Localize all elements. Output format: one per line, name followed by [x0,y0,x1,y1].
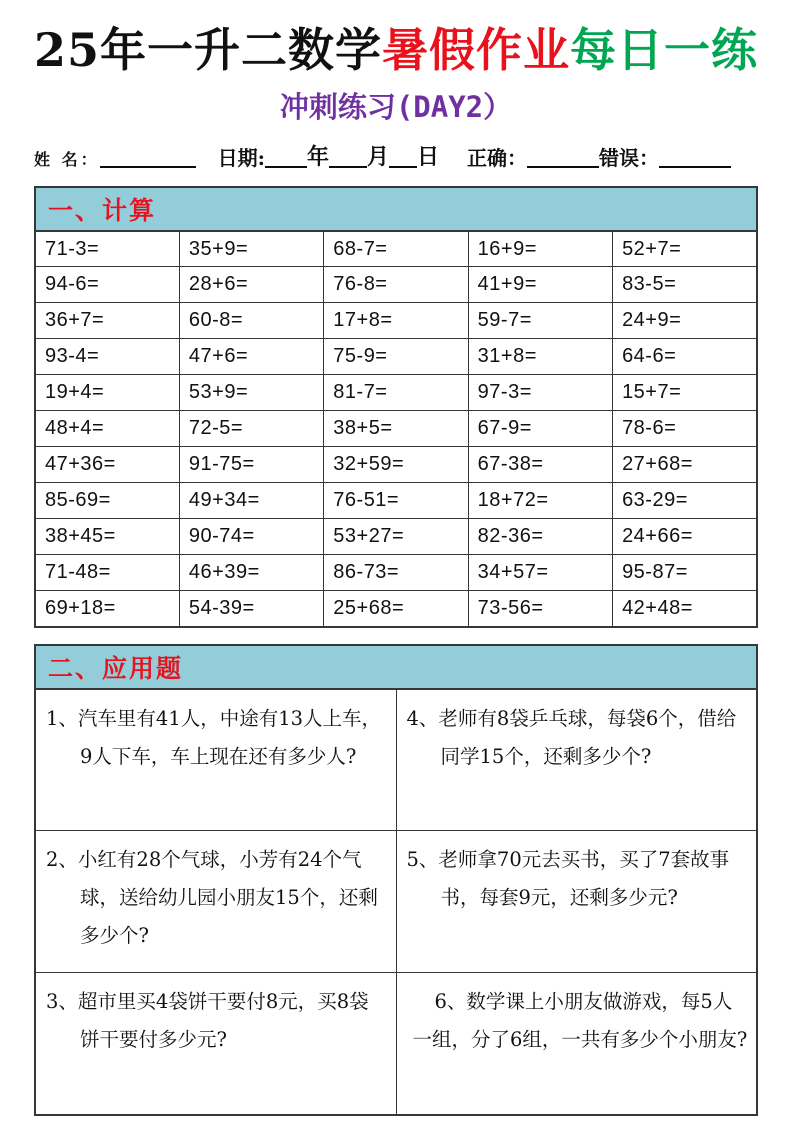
title-part-red: 暑假作业 [382,23,571,77]
calc-cell: 82-36= [468,519,612,555]
wrong-label: 错误： [599,145,660,170]
calc-cell: 67-38= [468,447,612,483]
calc-cell: 63-29= [613,483,757,519]
calc-row [35,303,757,339]
calc-cell: 78-6= [613,411,757,447]
calc-cell: 24+9= [613,303,757,339]
calc-row [35,591,757,627]
calc-cell: 28+6= [179,267,323,303]
calc-cell: 83-5= [613,267,757,303]
calc-cell: 15+7= [613,375,757,411]
name-blank [100,154,196,168]
calc-cell: 31+8= [468,339,612,375]
calc-cell: 38+45= [35,519,179,555]
problem-cell [396,689,757,831]
day-blank [389,154,417,168]
calc-cell: 19+4= [35,375,179,411]
calc-cell: 71-48= [35,555,179,591]
calc-row [35,411,757,447]
problem-cell [35,973,396,1115]
calc-cell: 53+27= [324,519,468,555]
calc-row [35,267,757,303]
calc-cell: 97-3= [468,375,612,411]
calc-cell: 60-8= [179,303,323,339]
problem-text: 5、老师拿70元去买书，买了7套故事书，每套9元，还剩多少元? [406,848,730,910]
calc-cell: 71-3= [35,231,179,267]
calc-cell: 42+48= [613,591,757,627]
calc-row [35,339,757,375]
calc-row [35,483,757,519]
day-label: 日 [417,143,440,170]
section1-header [34,186,758,230]
calc-row [35,447,757,483]
calc-cell: 46+39= [179,555,323,591]
calc-cell: 76-51= [324,483,468,519]
page-subtitle: 冲刺练习(DAY2） [279,89,513,124]
problem-cell [35,689,396,831]
calc-cell: 25+68= [324,591,468,627]
problem-cell [396,973,757,1115]
calc-cell: 90-74= [179,519,323,555]
title-part-black: 25年一升二数学 [34,23,383,77]
calc-cell: 17+8= [324,303,468,339]
calc-cell: 36+7= [35,303,179,339]
calc-row [35,231,757,267]
calc-cell: 67-9= [468,411,612,447]
page-title [34,24,758,77]
calc-row [35,375,757,411]
calc-cell: 81-7= [324,375,468,411]
title-part-green: 每日一练 [570,23,759,77]
calc-cell: 93-4= [35,339,179,375]
problem-row [35,973,757,1115]
problems-table [34,688,758,1116]
calc-cell: 95-87= [613,555,757,591]
calc-cell: 27+68= [613,447,757,483]
calc-cell: 52+7= [613,231,757,267]
calc-cell: 76-8= [324,267,468,303]
calc-cell: 85-69= [35,483,179,519]
calc-cell: 41+9= [468,267,612,303]
correct-blank [527,154,599,168]
correct-label: 正确： [467,145,528,170]
calc-row [35,519,757,555]
calc-cell: 18+72= [468,483,612,519]
name-label: 姓 名： [34,149,100,169]
calc-table-body [35,231,757,627]
section2-header [34,644,758,688]
calc-cell: 64-6= [613,339,757,375]
calc-cell: 75-9= [324,339,468,375]
calc-cell: 69+18= [35,591,179,627]
calc-cell: 48+4= [35,411,179,447]
calc-cell: 24+66= [613,519,757,555]
year-blank [265,154,307,168]
problem-text: 4、老师有8袋乒乓球，每袋6个，借给同学15个，还剩多少个? [406,706,737,768]
calc-table [34,230,758,628]
calc-row [35,555,757,591]
calc-cell: 94-6= [35,267,179,303]
calc-cell: 86-73= [324,555,468,591]
month-label: 月 [366,143,389,170]
date-label: 日期: [217,145,265,170]
calc-cell: 54-39= [179,591,323,627]
month-blank [329,154,367,168]
calc-cell: 53+9= [179,375,323,411]
problem-text: 3、超市里买4袋饼干要付8元，买8袋饼干要付多少元? [46,990,369,1052]
calc-cell: 35+9= [179,231,323,267]
problem-cell [396,831,757,973]
calc-cell: 59-7= [468,303,612,339]
wrong-blank [659,154,731,168]
calc-cell: 68-7= [324,231,468,267]
section2-heading: 二、应用题 [48,653,184,683]
problems-table-body [35,689,757,1115]
problem-text: 1、汽车里有41人，中途有13人上车，9人下车，车上现在还有多少人? [46,706,382,768]
calc-cell: 34+57= [468,555,612,591]
section1-heading: 一、计算 [48,195,157,225]
problem-text: 6、数学课上小朋友做游戏，每5人一组，分了6组，一共有多少个小朋友? [412,990,748,1052]
problem-row [35,689,757,831]
calc-cell: 16+9= [468,231,612,267]
calc-cell: 49+34= [179,483,323,519]
problem-cell [35,831,396,973]
calc-cell: 72-5= [179,411,323,447]
calc-cell: 47+36= [35,447,179,483]
calc-cell: 47+6= [179,339,323,375]
calc-cell: 91-75= [179,447,323,483]
problem-row [35,831,757,973]
calc-cell: 73-56= [468,591,612,627]
info-line [34,143,758,170]
calc-cell: 38+5= [324,411,468,447]
problem-text: 2、小红有28个气球，小芳有24个气球，送给幼儿园小朋友15个，还剩多少个? [46,848,378,948]
calc-cell: 32+59= [324,447,468,483]
year-label: 年 [306,143,329,170]
